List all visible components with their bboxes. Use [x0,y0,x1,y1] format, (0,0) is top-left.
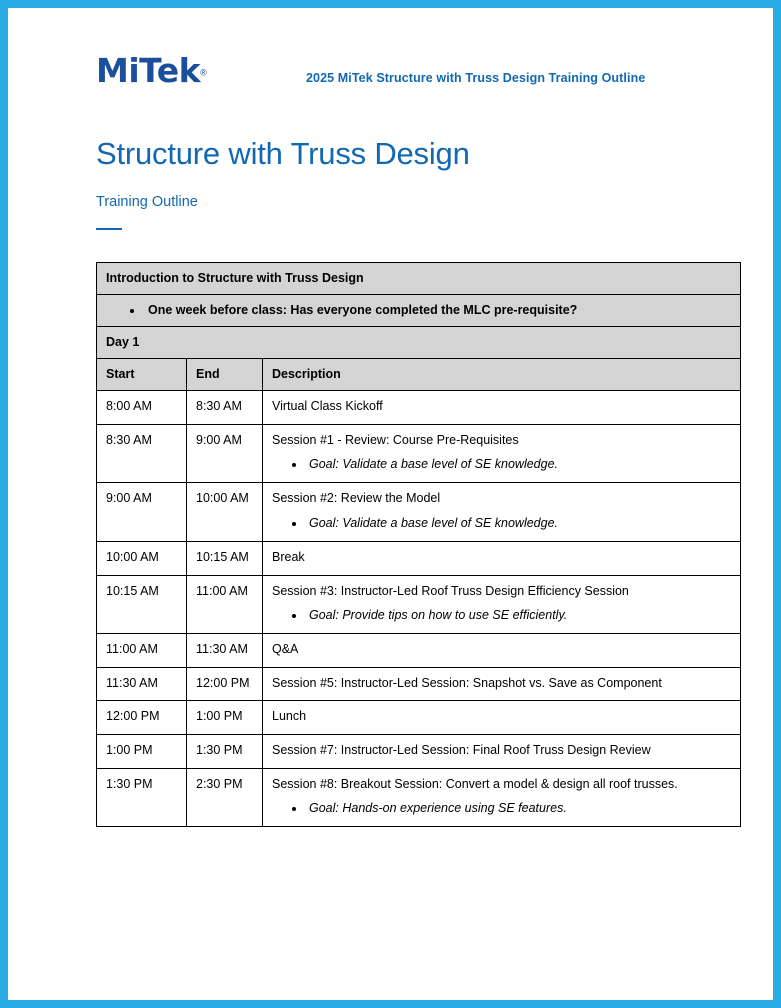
page-title: Structure with Truss Design [96,136,470,171]
cell-end: 1:00 PM [187,701,263,735]
cell-end: 10:15 AM [187,541,263,575]
cell-description [263,634,741,668]
cell-start: 10:15 AM [97,575,187,634]
table-row [97,667,741,701]
cell-end: 11:30 AM [187,634,263,668]
goal-item: • Goal: Validate a base level of SE knowledge. [306,457,731,471]
cell-start: 1:00 PM [97,735,187,769]
cell-end: 9:00 AM [187,424,263,483]
day-header: Day 1 [97,327,741,359]
cell-start: 1:30 PM [97,768,187,827]
document-page [8,8,773,1000]
cell-end: 10:00 AM [187,483,263,542]
intro-bullet-item: • One week before class: Has everyone completed the MLC pre-requisite? [144,303,731,317]
table-row [97,483,741,542]
registered-trademark-icon: ® [200,67,207,78]
cell-end: 8:30 AM [187,391,263,425]
table-row-intro-bullet [97,295,741,327]
column-header-description: Description [263,359,741,391]
table-row [97,768,741,827]
page-subtitle: Training Outline [96,194,198,210]
description-text: Break [272,549,305,564]
description-text: Virtual Class Kickoff [272,399,383,413]
table-row [97,575,741,634]
cell-description [263,701,741,735]
cell-start: 9:00 AM [97,483,187,542]
logo-wordmark: MiTek [96,51,201,90]
cell-start: 12:00 PM [97,701,187,735]
cell-description [263,424,741,483]
column-header-start: Start [97,359,187,391]
table-row [97,424,741,483]
goal-item: • Goal: Validate a base level of SE knowledge. [306,516,731,530]
table-row-column-headers [97,359,741,391]
cell-description [263,667,741,701]
cell-description [263,541,741,575]
document-header [96,48,746,100]
table-row [97,634,741,668]
cell-description [263,575,741,634]
cell-end: 1:30 PM [187,735,263,769]
cell-start: 8:30 AM [97,424,187,483]
cell-end: 12:00 PM [187,667,263,701]
table-row [97,541,741,575]
cell-description [263,483,741,542]
column-header-end: End [187,359,263,391]
mitek-logo [96,48,306,90]
cell-start: 8:00 AM [97,391,187,425]
goal-item: • Goal: Provide tips on how to use SE efficiently. [306,608,731,622]
title-divider [96,228,122,230]
description-text: Session #1 - Review: Course Pre-Requisites [272,432,519,447]
description-text: Session #5: Instructor-Led Session: Snapshot vs. Save as Component [272,675,662,690]
document-tagline: 2025 MiTek Structure with Truss Design Training Outline [306,71,646,85]
schedule-table [96,262,741,827]
cell-end: 2:30 PM [187,768,263,827]
description-text: Session #3: Instructor-Led Roof Truss Design Efficiency Session [272,583,629,598]
description-text: Session #2: Review the Model [272,491,441,506]
table-row [97,735,741,769]
cell-start: 11:30 AM [97,667,187,701]
description-text: Session #7: Instructor-Led Session: Final Roof Truss Design Review [272,743,651,757]
table-row-intro-heading [97,263,741,295]
table-row [97,391,741,425]
description-text: Session #8: Breakout Session: Convert a model & design all roof trusses. [272,776,678,791]
cell-end: 11:00 AM [187,575,263,634]
cell-description [263,735,741,769]
cell-description [263,391,741,425]
document-content [96,48,746,827]
table-row [97,701,741,735]
goal-item: • Goal: Hands-on experience using SE features. [306,801,731,815]
description-text: Q&A [272,642,299,657]
cell-start: 10:00 AM [97,541,187,575]
table-row-day-header [97,327,741,359]
cell-start: 11:00 AM [97,634,187,668]
cell-description [263,768,741,827]
intro-heading: Introduction to Structure with Truss Design [97,263,741,295]
description-text: Lunch [272,709,307,724]
intro-bullet-cell [97,295,741,327]
